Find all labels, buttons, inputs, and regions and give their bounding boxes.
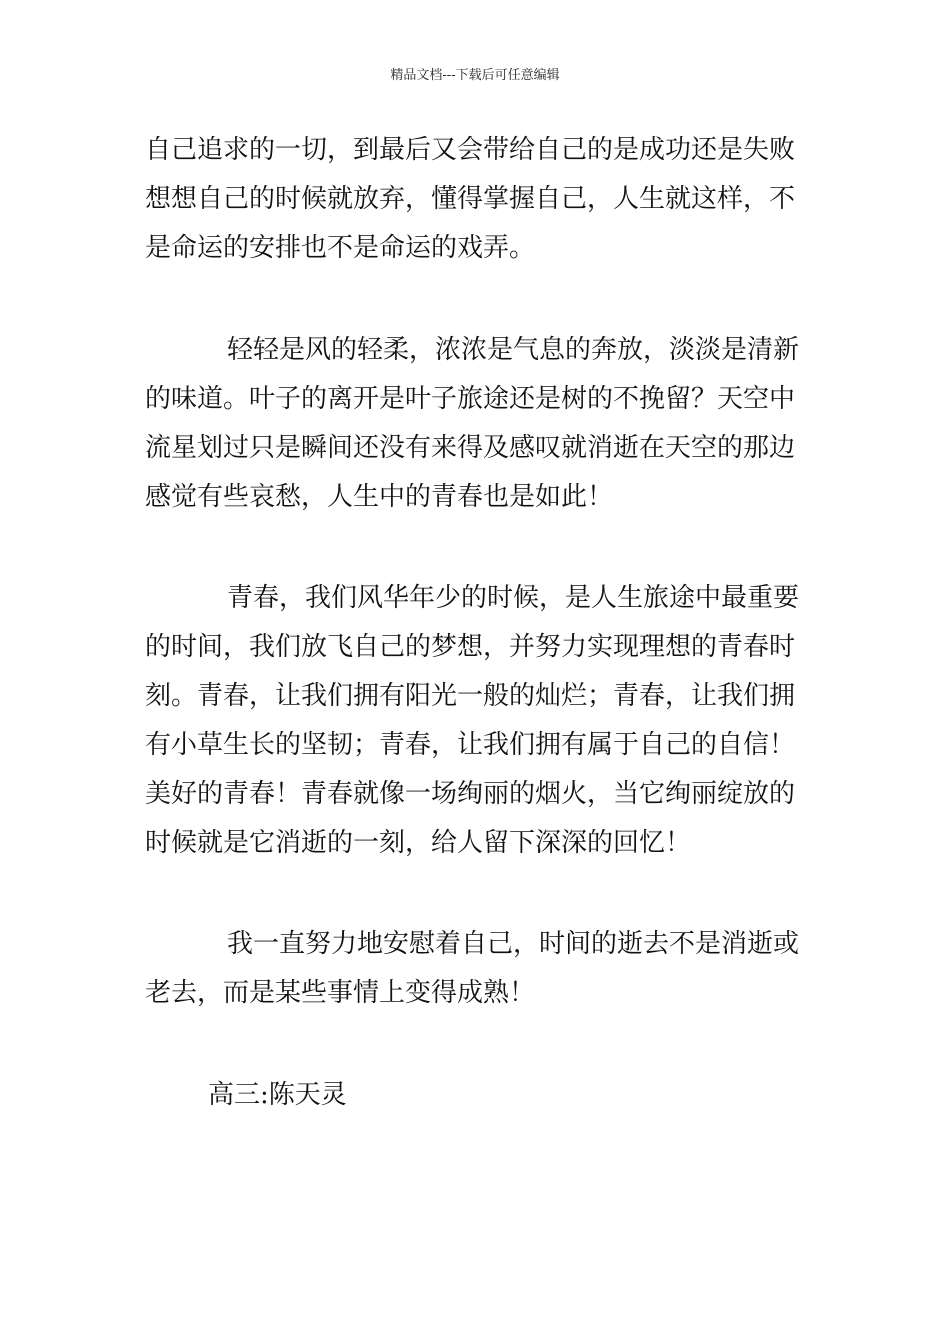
text-line: 有小草生长的坚韧；青春，让我们拥有属于自己的自信！ (145, 730, 796, 760)
paragraph-1 (145, 126, 807, 273)
text-line: 想想自己的时候就放弃，懂得掌握自己，人生就这样，不 (145, 184, 796, 214)
text-line: 轻轻是风的轻柔，浓浓是气息的奔放，淡淡是清新 (227, 335, 800, 365)
text-line: 美好的青春！青春就像一场绚丽的烟火，当它绚丽绽放的 (145, 779, 796, 809)
text-line: 我一直努力地安慰着自己，时间的逝去不是消逝或 (227, 929, 800, 959)
text-line: 时候就是它消逝的一刻，给人留下深深的回忆！ (145, 828, 692, 858)
page-header: 精品文档---下载后可任意编辑 (390, 68, 560, 83)
paragraph-2 (145, 326, 807, 522)
text-line: 刻。青春，让我们拥有阳光一般的灿烂；青春，让我们拥 (145, 681, 796, 711)
text-line: 流星划过只是瞬间还没有来得及感叹就消逝在天空的那边 (145, 433, 796, 463)
paragraph-4 (145, 920, 807, 1018)
author-signature: 高三:陈天灵 (208, 1080, 347, 1110)
paragraph-3 (145, 574, 807, 868)
text-line: 感觉有些哀愁，人生中的青春也是如此！ (145, 482, 614, 512)
text-line: 青春，我们风华年少的时候，是人生旅途中最重要 (227, 583, 800, 613)
text-line: 是命运的安排也不是命运的戏弄。 (145, 233, 536, 263)
text-line: 自己追求的一切，到最后又会带给自己的是成功还是失败 (145, 135, 796, 165)
text-line: 的时间，我们放飞自己的梦想，并努力实现理想的青春时 (145, 632, 796, 662)
text-line: 的味道。叶子的离开是叶子旅途还是树的不挽留？天空中 (145, 384, 796, 414)
text-line: 老去，而是某些事情上变得成熟！ (145, 978, 536, 1008)
